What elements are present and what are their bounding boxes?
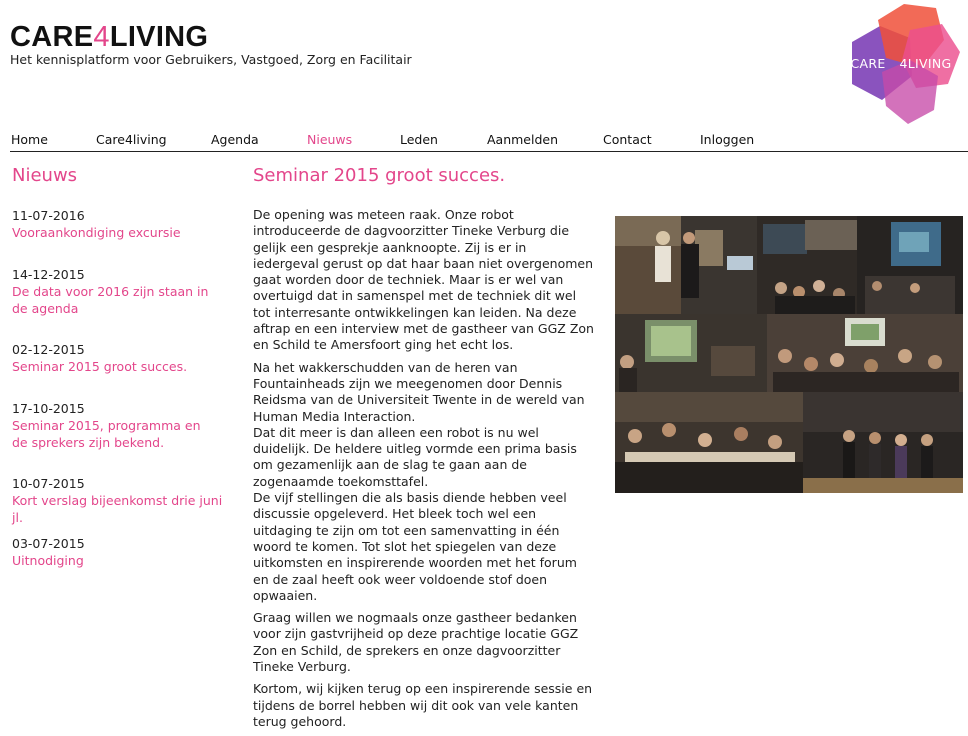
news-date: 11-07-2016	[12, 208, 85, 223]
article-paragraph: De opening was meteen raak. Onze robot introduceerde de dagvoorzitter Tineke Verburg die gelijk een gesprekje aanknoopte. Zij is er in iedergeval gerust op dat haar baan niet overgenomen gaat worden door de techniek. Maar is er wel van overtuigd dat in samenspel met de techniek dit wel tot interresante ontwikkelingen kan leiden. Na deze aftrap en een interview met de gastheer van GGZ Zon en Schild te Amersfoort ging het echt los.	[253, 207, 594, 353]
news-link[interactable]: Seminar 2015, programma en de sprekers zijn bekend.	[12, 418, 201, 450]
article-paragraph: Graag willen we nogmaals onze gastheer bedanken voor zijn gastvrijheid op deze prachtige locatie GGZ Zon en Schild, de sprekers en onze dagvoorzitter Tineke Verburg.	[253, 610, 579, 675]
news-list-item	[12, 400, 232, 451]
photo-forum-panel	[803, 392, 963, 493]
news-date: 17-10-2015	[12, 401, 85, 416]
nav-item-care4living[interactable]: Care4living	[96, 132, 167, 147]
news-date: 10-07-2015	[12, 476, 85, 491]
nav-item-leden[interactable]: Leden	[400, 132, 438, 147]
photo-discussion-tables	[615, 392, 803, 493]
article-body	[253, 207, 595, 736]
nav-item-home[interactable]: Home	[11, 132, 48, 147]
news-list-item	[12, 266, 232, 317]
news-list-item	[12, 475, 232, 526]
news-list-item	[12, 535, 232, 569]
news-date: 03-07-2015	[12, 536, 85, 551]
site-title[interactable]	[10, 20, 208, 54]
photo-audience-screen	[757, 216, 857, 314]
nav-item-nieuws[interactable]: Nieuws	[307, 132, 353, 147]
main-navigation	[10, 132, 968, 152]
news-link[interactable]: Seminar 2015 groot succes.	[12, 359, 188, 374]
news-link[interactable]: Kort verslag bijeenkomst drie juni jl.	[12, 493, 223, 525]
article-paragraph: Na het wakkerschudden van de heren van Fountainheads zijn we meegenomen door Dennis Reidsma van de Universiteit Twente in de wereld van Human Media Interaction.	[253, 359, 585, 424]
news-link[interactable]: Vooraankondiging excursie	[12, 225, 181, 240]
news-link[interactable]: De data voor 2016 zijn staan in de agenda	[12, 284, 209, 316]
site-title-part3: LIVING	[109, 21, 209, 53]
article-paragraph: Kortom, wij kijken terug op een inspirerende sessie en tijdens de borrel hebben wij dit ook van vele kanten terug gehoord.	[253, 681, 593, 729]
photo-presentation-slide	[615, 314, 767, 392]
seminar-photo-collage	[615, 216, 963, 493]
article-title: Seminar 2015 groot succes.	[253, 165, 506, 186]
photo-projector-screen	[857, 216, 963, 314]
news-list-item	[12, 341, 232, 375]
nav-item-aanmelden[interactable]: Aanmelden	[487, 132, 559, 147]
nav-item-agenda[interactable]: Agenda	[211, 132, 259, 147]
sidebar-title: Nieuws	[12, 165, 78, 186]
news-date: 14-12-2015	[12, 267, 85, 282]
site-tagline: Het kennisplatform voor Gebruikers, Vastgoed, Zorg en Facilitair	[10, 52, 412, 67]
logo-text: CARE 4LIVING	[850, 56, 952, 71]
nav-item-inloggen[interactable]: Inloggen	[700, 132, 755, 147]
nav-item-contact[interactable]: Contact	[603, 132, 652, 147]
site-title-part2: 4	[93, 21, 110, 53]
article-paragraph: Dat dit meer is dan alleen een robot is nu wel duidelijk. De heldere uitleg vormde een prima basis om gezamenlijk aan de slag te gaan aan de zogenaamde toekomsttafel.	[253, 424, 577, 489]
site-title-part1: CARE	[10, 21, 94, 53]
photo-robot-presenter	[615, 216, 757, 314]
news-link[interactable]: Uitnodiging	[12, 553, 84, 568]
photo-seminar-room	[767, 314, 963, 392]
article-paragraph: De vijf stellingen die als basis diende hebben veel discussie opgeleverd. Het bleek toch wel een uitdaging te zijn om tot een samenvatting in één woord te komen. Tot slot het spiegelen van deze uitkomsten en inspirerende woorden met het forum en de zaal heeft ook weer voldoende stof doen opwaaien.	[253, 490, 577, 603]
news-list-item	[12, 207, 232, 241]
news-date: 02-12-2015	[12, 342, 85, 357]
care4living-logo[interactable]	[838, 2, 964, 126]
